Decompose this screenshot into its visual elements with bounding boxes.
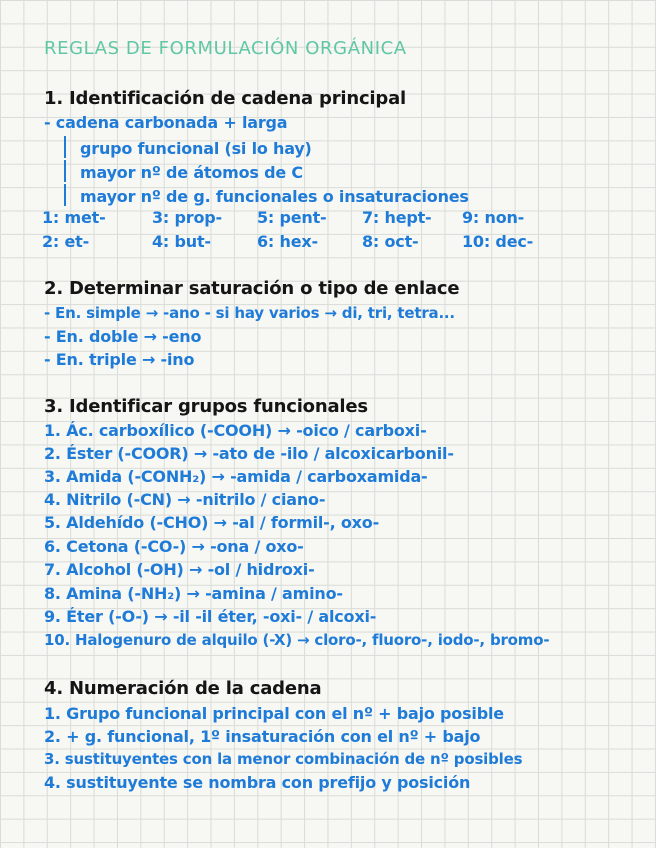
prefix-4: 4: but- <box>152 232 211 251</box>
section1-line-4-text: mayor nº de g. funcionales o insaturaciones <box>80 187 469 206</box>
arrow-bracket-icon <box>64 160 76 182</box>
prefix-row-2 <box>42 232 533 251</box>
section3-line-6: 6. Cetona (-CO-) → -ona / oxo- <box>44 537 304 556</box>
section3-line-3: 3. Amida (-CONH₂) → -amida / carboxamida- <box>44 467 428 486</box>
prefix-row-1 <box>42 208 524 227</box>
section2-heading: 2. Determinar saturación o tipo de enlace <box>44 278 460 299</box>
section3-line-4: 4. Nitrilo (-CN) → -nitrilo / ciano- <box>44 490 326 509</box>
section1-line-4 <box>64 184 469 206</box>
prefix-1: 1: met- <box>42 208 106 227</box>
section4-line-1: 1. Grupo funcional principal con el nº + bajo posible <box>44 704 504 723</box>
section1-heading: 1. Identificación de cadena principal <box>44 88 406 109</box>
section1-line-1: - cadena carbonada + larga <box>44 113 288 132</box>
section3-line-2: 2. Éster (-COOR) → -ato de -ilo / alcoxicarbonil- <box>44 444 454 463</box>
section1-line-3-text: mayor nº de átomos de C <box>80 163 303 182</box>
section3-line-9: 9. Éter (-O-) → -il -il éter, -oxi- / alcoxi- <box>44 607 377 626</box>
arrow-bracket-icon <box>64 136 76 158</box>
prefix-7: 7: hept- <box>362 208 432 227</box>
section2-line-1: - En. simple → -ano - si hay varios → di, tri, tetra... <box>44 304 455 322</box>
section4-line-3: 3. sustituyentes con la menor combinación de nº posibles <box>44 750 523 768</box>
section2-line-2: - En. doble → -eno <box>44 327 202 346</box>
section4-line-4: 4. sustituyente se nombra con prefijo y posición <box>44 773 471 792</box>
section4-line-2: 2. + g. funcional, 1º insaturación con el nº + bajo <box>44 727 481 746</box>
section3-heading: 3. Identificar grupos funcionales <box>44 396 368 417</box>
page-title: REGLAS DE FORMULACIÓN ORGÁNICA <box>44 38 407 59</box>
section3-line-7: 7. Alcohol (-OH) → -ol / hidroxi- <box>44 560 315 579</box>
prefix-10: 10: dec- <box>462 232 534 251</box>
section3-line-5: 5. Aldehído (-CHO) → -al / formil-, oxo- <box>44 513 380 532</box>
section3-line-1: 1. Ác. carboxílico (-COOH) → -oico / carboxi- <box>44 421 427 440</box>
section4-heading: 4. Numeración de la cadena <box>44 678 322 699</box>
arrow-bracket-icon <box>64 184 76 206</box>
section1-line-3 <box>64 160 303 182</box>
prefix-5: 5: pent- <box>257 208 327 227</box>
section3-line-8: 8. Amina (-NH₂) → -amina / amino- <box>44 584 343 603</box>
section1-line-2 <box>64 136 312 158</box>
prefix-8: 8: oct- <box>362 232 419 251</box>
section1-line-2-text: grupo funcional (si lo hay) <box>80 139 312 158</box>
prefix-9: 9: non- <box>462 208 525 227</box>
section3-line-10: 10. Halogenuro de alquilo (-X) → cloro-, fluoro-, iodo-, bromo- <box>44 631 550 649</box>
prefix-3: 3: prop- <box>152 208 222 227</box>
section2-line-3: - En. triple → -ino <box>44 350 195 369</box>
prefix-6: 6: hex- <box>257 232 318 251</box>
prefix-2: 2: et- <box>42 232 90 251</box>
